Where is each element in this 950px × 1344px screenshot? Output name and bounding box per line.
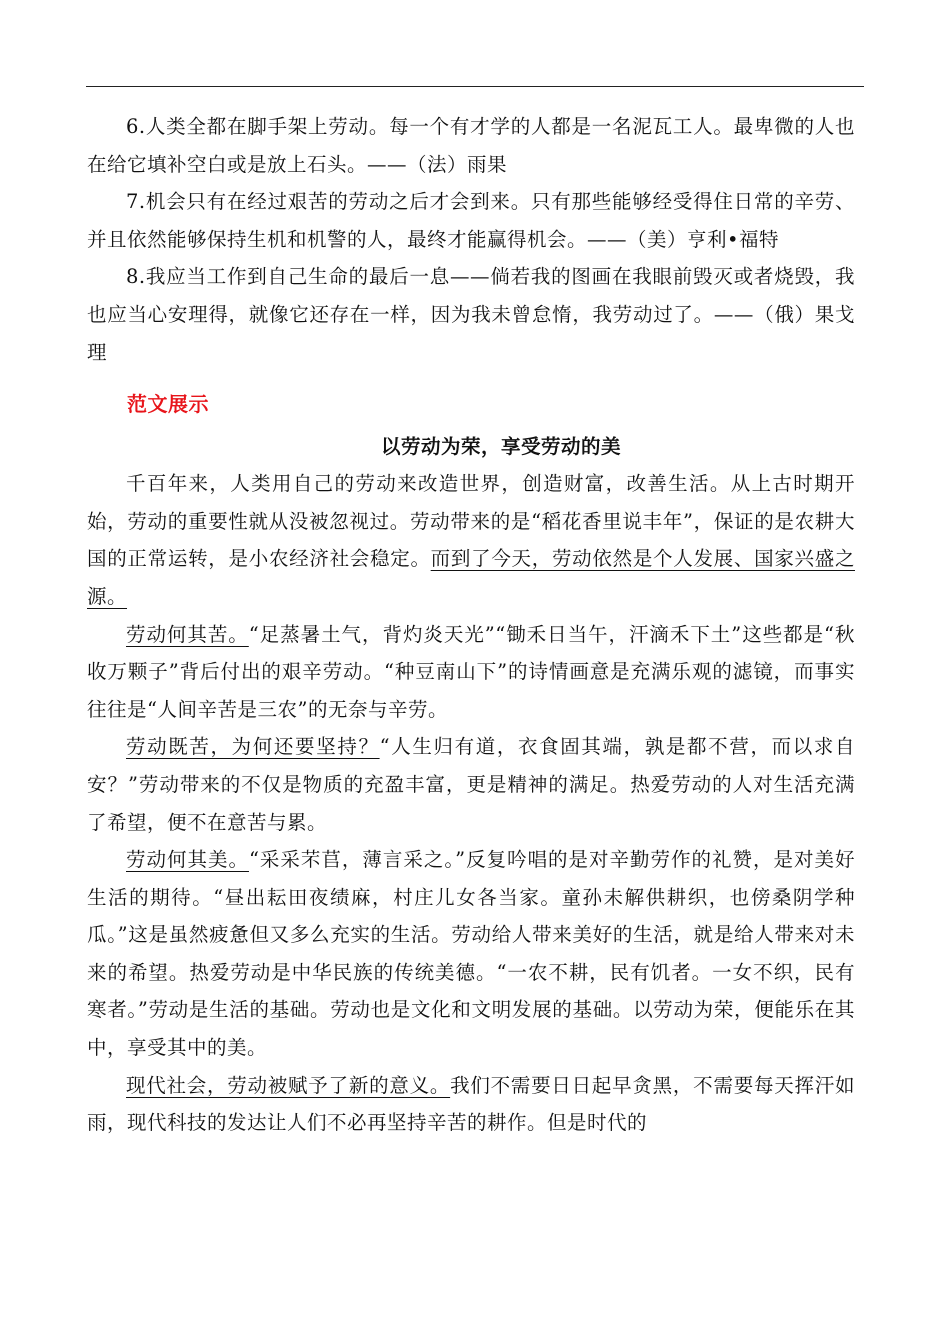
document-body [87,108,855,1142]
quote-8: 8.我应当工作到自己生命的最后一息——倘若我的图画在我眼前毁灭或者烧毁，我也应当心安理得，就像它还存在一样，因为我未曾怠惰，我劳动过了。——（俄）果戈理 [87,265,855,364]
paragraph-2-key-sentence: 劳动何其苦。 [126,622,249,646]
quote-7: 7.机会只有在经过艰苦的劳动之后才会到来。只有那些能够经受得住日常的辛劳、并且依然能够保持生机和机警的人，最终才能赢得机会。——（美）亨利•福特 [87,190,855,251]
essay-paragraph-4 [87,841,855,1067]
paragraph-1-text: 千百年来，人类用自己的劳动来改造世界，创造财富，改善生活。从上古时期开始，劳动的重要性就从没被忽视过。劳动带来的是“稻花香里说丰年”，保证的是农耕大国的正常运转，是小农经济社会稳定。 [87,472,855,571]
paragraph-4-text: “采采芣苢，薄言采之。”反复吟唱的是对辛勤劳作的礼赞，是对美好生活的期待。“昼出耘田夜绩麻，村庄儿女各当家。童孙未解供耕织，也傍桑阴学种瓜。”这是虽然疲惫但又多么充实的生活。劳动给人带来美好的生活，就是给人带来对未来的希望。热爱劳动是中华民族的传统美德。“一农不耕，民有饥者。一女不织，民有寒者。”劳动是生活的基础。劳动也是文化和文明发展的基础。以劳动为荣，便能乐在其中，享受其中的美。 [87,848,855,1060]
paragraph-1-key-sentence: 而到了今天，劳动依然是个人发展、国家兴盛之源。 [87,547,855,608]
paragraph-2-text: “足蒸暑土气，背灼炎天光”“锄禾日当午，汗滴禾下土”这些都是“秋收万颗子”背后付出的艰辛劳动。“种豆南山下”的诗情画意是充满乐观的滤镜，而事实往往是“人间辛苦是三农”的无奈与辛劳。 [87,622,855,721]
essay-paragraph-2 [87,616,855,729]
paragraph-5-text: 我们不需要日日起早贪黑，不需要每天挥汗如雨，现代科技的发达让人们不必再坚持辛苦的耕作。但是时代的 [87,1073,855,1135]
paragraph-4-key-sentence: 劳动何其美。 [126,848,249,872]
section-heading: 范文展示 [127,392,209,417]
essay-paragraph-3 [87,728,855,841]
essay-paragraph-5 [87,1067,855,1142]
essay-paragraph-1 [87,465,855,615]
paragraph-3-key-sentence: 劳动既苦，为何还要坚持？ [126,735,380,759]
paragraph-5-key-sentence: 现代社会，劳动被赋予了新的意义。 [126,1073,451,1097]
quote-6: 6.人类全都在脚手架上劳动。每一个有才学的人都是一名泥瓦工人。最卑微的人也在给它填补空白或是放上石头。——（法）雨果 [87,115,855,176]
paragraph-3-text: “人生归有道，衣食固其端，孰是都不营，而以求自安？”劳动带来的不仅是物质的充盈丰富，更是精神的满足。热爱劳动的人对生活充满了希望，便不在意苦与累。 [87,735,855,834]
essay-title: 以劳动为荣，享受劳动的美 [380,435,621,459]
header-rule [86,86,864,87]
